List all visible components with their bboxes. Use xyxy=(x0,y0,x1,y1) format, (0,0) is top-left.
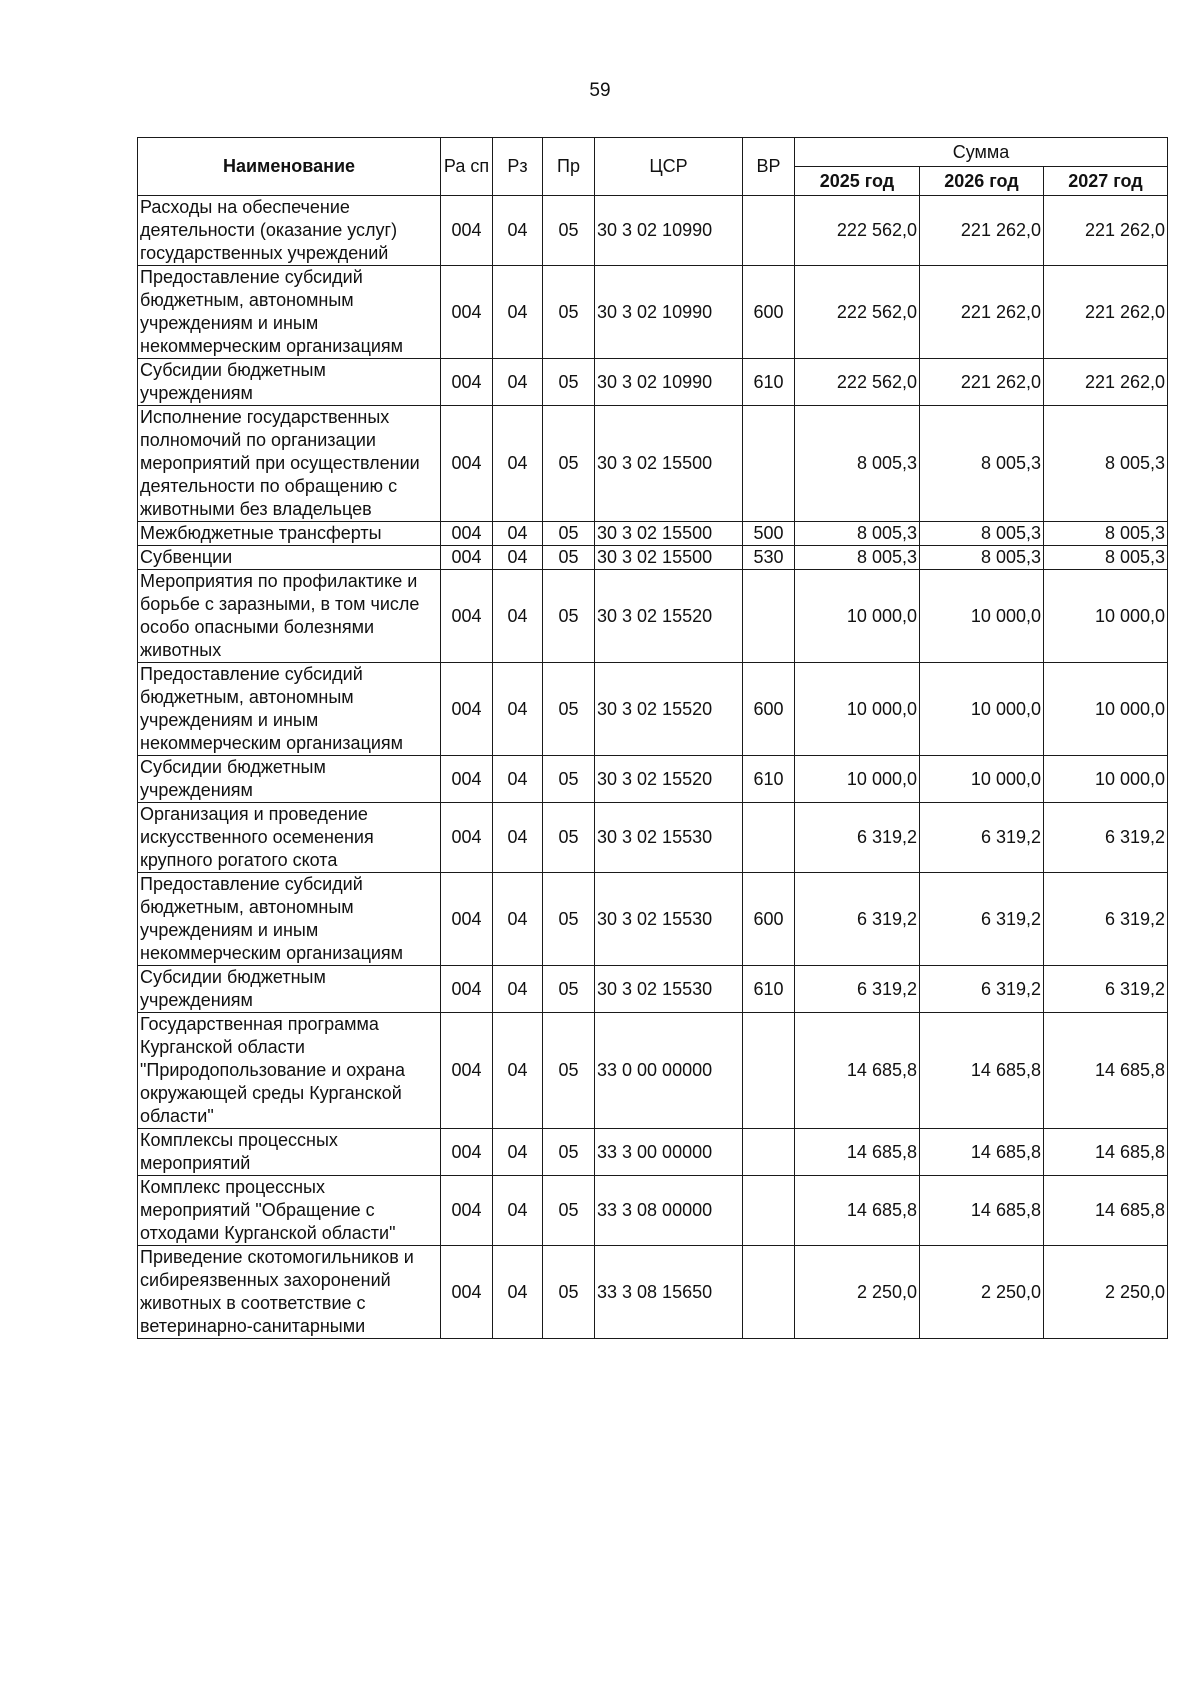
cell-vr: 530 xyxy=(743,546,795,570)
cell-pr: 05 xyxy=(543,663,595,756)
cell-sum-2027: 10 000,0 xyxy=(1044,663,1168,756)
cell-rasp: 004 xyxy=(441,196,493,266)
cell-csr: 30 3 02 15500 xyxy=(595,522,743,546)
cell-sum-2027: 6 319,2 xyxy=(1044,966,1168,1013)
cell-rasp: 004 xyxy=(441,570,493,663)
cell-sum-2025: 6 319,2 xyxy=(795,873,920,966)
header-year-2027: 2027 год xyxy=(1044,167,1168,196)
cell-csr: 30 3 02 15520 xyxy=(595,570,743,663)
table-row xyxy=(138,546,1168,570)
cell-sum-2025: 14 685,8 xyxy=(795,1176,920,1246)
header-csr: ЦСР xyxy=(595,138,743,196)
cell-pr: 05 xyxy=(543,266,595,359)
cell-vr xyxy=(743,196,795,266)
cell-vr xyxy=(743,570,795,663)
cell-sum-2025: 14 685,8 xyxy=(795,1129,920,1176)
cell-sum-2026: 221 262,0 xyxy=(920,266,1044,359)
cell-rz: 04 xyxy=(493,1246,543,1339)
budget-table xyxy=(137,137,1168,1339)
table-row xyxy=(138,359,1168,406)
cell-name: Предоставление субсидий бюджетным, автономным учреждениям и иным некоммерческим организациям xyxy=(138,873,441,966)
cell-sum-2027: 8 005,3 xyxy=(1044,406,1168,522)
cell-pr: 05 xyxy=(543,522,595,546)
cell-sum-2027: 10 000,0 xyxy=(1044,570,1168,663)
cell-sum-2027: 14 685,8 xyxy=(1044,1176,1168,1246)
cell-vr xyxy=(743,406,795,522)
table-row xyxy=(138,266,1168,359)
cell-rasp: 004 xyxy=(441,1246,493,1339)
cell-pr: 05 xyxy=(543,1176,595,1246)
cell-csr: 33 3 00 00000 xyxy=(595,1129,743,1176)
cell-csr: 30 3 02 15500 xyxy=(595,546,743,570)
cell-name: Субвенции xyxy=(138,546,441,570)
cell-sum-2026: 10 000,0 xyxy=(920,756,1044,803)
cell-vr xyxy=(743,1013,795,1129)
cell-pr: 05 xyxy=(543,873,595,966)
header-pr: Пр xyxy=(543,138,595,196)
cell-name: Организация и проведение искусственного осеменения крупного рогатого скота xyxy=(138,803,441,873)
cell-vr: 610 xyxy=(743,756,795,803)
cell-rasp: 004 xyxy=(441,546,493,570)
cell-sum-2026: 10 000,0 xyxy=(920,663,1044,756)
cell-pr: 05 xyxy=(543,1129,595,1176)
cell-rasp: 004 xyxy=(441,522,493,546)
cell-rz: 04 xyxy=(493,266,543,359)
cell-sum-2025: 10 000,0 xyxy=(795,570,920,663)
cell-pr: 05 xyxy=(543,1013,595,1129)
cell-vr: 600 xyxy=(743,873,795,966)
cell-sum-2025: 2 250,0 xyxy=(795,1246,920,1339)
header-year-2025: 2025 год xyxy=(795,167,920,196)
cell-name: Расходы на обеспечение деятельности (оказание услуг) государственных учреждений xyxy=(138,196,441,266)
table-header xyxy=(138,138,1168,196)
cell-rasp: 004 xyxy=(441,873,493,966)
header-name: Наименование xyxy=(138,138,441,196)
cell-sum-2026: 8 005,3 xyxy=(920,522,1044,546)
cell-csr: 30 3 02 15500 xyxy=(595,406,743,522)
cell-sum-2025: 6 319,2 xyxy=(795,966,920,1013)
cell-sum-2026: 2 250,0 xyxy=(920,1246,1044,1339)
cell-rz: 04 xyxy=(493,663,543,756)
cell-csr: 30 3 02 10990 xyxy=(595,196,743,266)
cell-name: Предоставление субсидий бюджетным, автономным учреждениям и иным некоммерческим организациям xyxy=(138,266,441,359)
cell-sum-2025: 222 562,0 xyxy=(795,196,920,266)
cell-rz: 04 xyxy=(493,406,543,522)
table-row xyxy=(138,196,1168,266)
table-row xyxy=(138,873,1168,966)
cell-vr: 610 xyxy=(743,966,795,1013)
cell-sum-2025: 222 562,0 xyxy=(795,266,920,359)
cell-sum-2027: 14 685,8 xyxy=(1044,1013,1168,1129)
cell-csr: 30 3 02 15530 xyxy=(595,873,743,966)
cell-csr: 33 3 08 00000 xyxy=(595,1176,743,1246)
cell-sum-2026: 221 262,0 xyxy=(920,359,1044,406)
table-row xyxy=(138,1176,1168,1246)
cell-sum-2025: 222 562,0 xyxy=(795,359,920,406)
cell-sum-2026: 6 319,2 xyxy=(920,873,1044,966)
header-sum: Сумма xyxy=(795,138,1168,167)
cell-rz: 04 xyxy=(493,1129,543,1176)
cell-name: Мероприятия по профилактике и борьбе с заразными, в том числе особо опасными болезнями животных xyxy=(138,570,441,663)
cell-sum-2026: 14 685,8 xyxy=(920,1013,1044,1129)
table-row xyxy=(138,663,1168,756)
cell-csr: 30 3 02 15520 xyxy=(595,756,743,803)
cell-sum-2026: 8 005,3 xyxy=(920,406,1044,522)
cell-sum-2027: 10 000,0 xyxy=(1044,756,1168,803)
cell-vr xyxy=(743,803,795,873)
cell-rasp: 004 xyxy=(441,266,493,359)
table-row xyxy=(138,522,1168,546)
cell-rz: 04 xyxy=(493,803,543,873)
cell-sum-2027: 8 005,3 xyxy=(1044,546,1168,570)
cell-sum-2025: 8 005,3 xyxy=(795,522,920,546)
cell-name: Приведение скотомогильников и сибиреязвенных захоронений животных в соответствие с ветеринарно-санитарными xyxy=(138,1246,441,1339)
cell-sum-2027: 8 005,3 xyxy=(1044,522,1168,546)
cell-pr: 05 xyxy=(543,966,595,1013)
cell-vr xyxy=(743,1129,795,1176)
cell-vr xyxy=(743,1176,795,1246)
cell-pr: 05 xyxy=(543,359,595,406)
table-row xyxy=(138,1013,1168,1129)
cell-sum-2025: 14 685,8 xyxy=(795,1013,920,1129)
cell-name: Предоставление субсидий бюджетным, автономным учреждениям и иным некоммерческим организациям xyxy=(138,663,441,756)
cell-name: Межбюджетные трансферты xyxy=(138,522,441,546)
cell-csr: 33 0 00 00000 xyxy=(595,1013,743,1129)
cell-vr: 610 xyxy=(743,359,795,406)
cell-csr: 30 3 02 15520 xyxy=(595,663,743,756)
cell-rasp: 004 xyxy=(441,1129,493,1176)
cell-name: Комплексы процессных мероприятий xyxy=(138,1129,441,1176)
cell-name: Субсидии бюджетным учреждениям xyxy=(138,359,441,406)
table-row xyxy=(138,406,1168,522)
cell-csr: 30 3 02 15530 xyxy=(595,803,743,873)
cell-sum-2026: 14 685,8 xyxy=(920,1129,1044,1176)
header-year-2026: 2026 год xyxy=(920,167,1044,196)
cell-sum-2025: 10 000,0 xyxy=(795,756,920,803)
cell-rasp: 004 xyxy=(441,1013,493,1129)
cell-name: Комплекс процессных мероприятий "Обращение с отходами Курганской области" xyxy=(138,1176,441,1246)
cell-sum-2025: 6 319,2 xyxy=(795,803,920,873)
table-row xyxy=(138,570,1168,663)
cell-rasp: 004 xyxy=(441,966,493,1013)
cell-csr: 30 3 02 15530 xyxy=(595,966,743,1013)
cell-rz: 04 xyxy=(493,196,543,266)
cell-pr: 05 xyxy=(543,803,595,873)
cell-sum-2027: 221 262,0 xyxy=(1044,196,1168,266)
table-row xyxy=(138,803,1168,873)
cell-sum-2026: 10 000,0 xyxy=(920,570,1044,663)
table-row xyxy=(138,966,1168,1013)
cell-name: Субсидии бюджетным учреждениям xyxy=(138,756,441,803)
header-vr: ВР xyxy=(743,138,795,196)
cell-pr: 05 xyxy=(543,756,595,803)
cell-sum-2025: 10 000,0 xyxy=(795,663,920,756)
cell-sum-2026: 221 262,0 xyxy=(920,196,1044,266)
cell-sum-2027: 221 262,0 xyxy=(1044,266,1168,359)
cell-vr: 600 xyxy=(743,663,795,756)
cell-pr: 05 xyxy=(543,406,595,522)
cell-name: Субсидии бюджетным учреждениям xyxy=(138,966,441,1013)
cell-sum-2026: 14 685,8 xyxy=(920,1176,1044,1246)
cell-vr xyxy=(743,1246,795,1339)
cell-name: Исполнение государственных полномочий по организации мероприятий при осуществлении деятельности по обращению с животными без владельцев xyxy=(138,406,441,522)
cell-sum-2027: 6 319,2 xyxy=(1044,873,1168,966)
cell-csr: 33 3 08 15650 xyxy=(595,1246,743,1339)
page-number: 59 xyxy=(589,80,611,101)
cell-sum-2026: 8 005,3 xyxy=(920,546,1044,570)
cell-sum-2027: 6 319,2 xyxy=(1044,803,1168,873)
cell-rz: 04 xyxy=(493,1176,543,1246)
header-rasp: Ра сп xyxy=(441,138,493,196)
cell-rz: 04 xyxy=(493,756,543,803)
cell-vr: 500 xyxy=(743,522,795,546)
cell-rz: 04 xyxy=(493,522,543,546)
cell-rz: 04 xyxy=(493,966,543,1013)
cell-sum-2025: 8 005,3 xyxy=(795,406,920,522)
table-body xyxy=(138,196,1168,1339)
cell-csr: 30 3 02 10990 xyxy=(595,359,743,406)
cell-rasp: 004 xyxy=(441,359,493,406)
cell-sum-2026: 6 319,2 xyxy=(920,803,1044,873)
table-row xyxy=(138,1129,1168,1176)
cell-rz: 04 xyxy=(493,546,543,570)
cell-rz: 04 xyxy=(493,570,543,663)
cell-vr: 600 xyxy=(743,266,795,359)
cell-csr: 30 3 02 10990 xyxy=(595,266,743,359)
cell-rz: 04 xyxy=(493,359,543,406)
cell-rasp: 004 xyxy=(441,406,493,522)
cell-sum-2027: 221 262,0 xyxy=(1044,359,1168,406)
cell-pr: 05 xyxy=(543,1246,595,1339)
header-rz: Рз xyxy=(493,138,543,196)
cell-name: Государственная программа Курганской области "Природопользование и охрана окружающей среды Курганской области" xyxy=(138,1013,441,1129)
cell-rasp: 004 xyxy=(441,1176,493,1246)
table-row xyxy=(138,1246,1168,1339)
cell-sum-2025: 8 005,3 xyxy=(795,546,920,570)
cell-sum-2026: 6 319,2 xyxy=(920,966,1044,1013)
cell-rasp: 004 xyxy=(441,756,493,803)
cell-sum-2027: 14 685,8 xyxy=(1044,1129,1168,1176)
cell-sum-2027: 2 250,0 xyxy=(1044,1246,1168,1339)
cell-rz: 04 xyxy=(493,873,543,966)
cell-pr: 05 xyxy=(543,196,595,266)
cell-pr: 05 xyxy=(543,570,595,663)
cell-pr: 05 xyxy=(543,546,595,570)
cell-rasp: 004 xyxy=(441,663,493,756)
cell-rz: 04 xyxy=(493,1013,543,1129)
table-row xyxy=(138,756,1168,803)
cell-rasp: 004 xyxy=(441,803,493,873)
